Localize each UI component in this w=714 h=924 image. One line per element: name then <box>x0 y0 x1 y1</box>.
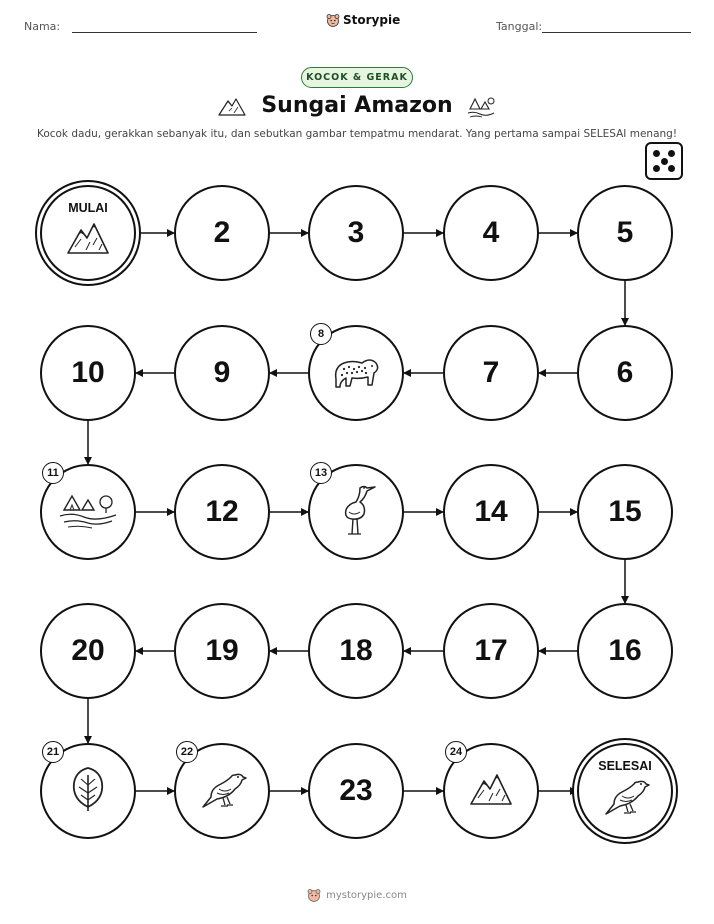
board-space <box>174 325 270 421</box>
jaguar-icon <box>330 351 382 395</box>
finish-label: SELESAI <box>598 759 652 773</box>
board-space <box>40 603 136 699</box>
space-number: 4 <box>482 216 500 249</box>
space-number: 7 <box>482 356 500 389</box>
start-space <box>40 185 136 281</box>
space-number: 18 <box>339 634 373 667</box>
mountain-icon <box>469 771 513 811</box>
space-number: 20 <box>71 634 105 667</box>
space-number-badge: 11 <box>42 462 64 484</box>
finish-space <box>577 743 673 839</box>
board-space <box>443 185 539 281</box>
footer <box>0 888 714 902</box>
village-icon <box>58 490 118 534</box>
board-space <box>308 325 404 421</box>
space-number: 10 <box>71 356 105 389</box>
board-space <box>577 464 673 560</box>
bird-icon <box>600 774 650 822</box>
name-label: Nama: <box>24 20 61 33</box>
board-space <box>443 325 539 421</box>
page-title: Sungai Amazon <box>261 93 453 118</box>
board-space <box>577 603 673 699</box>
space-number: 17 <box>474 634 508 667</box>
space-number: 16 <box>608 634 642 667</box>
board-space <box>308 185 404 281</box>
space-number: 5 <box>616 216 634 249</box>
space-number: 23 <box>339 774 373 807</box>
board-space <box>174 185 270 281</box>
board-space <box>174 603 270 699</box>
board-space <box>443 603 539 699</box>
mountain-icon <box>66 220 110 260</box>
start-label: MULAI <box>68 201 108 215</box>
footer-site[interactable]: mystorypie.com <box>326 889 407 901</box>
space-number: 9 <box>213 356 231 389</box>
bird-icon <box>197 767 247 815</box>
space-number: 14 <box>474 495 508 528</box>
space-number-badge: 22 <box>176 741 198 763</box>
space-number: 6 <box>616 356 634 389</box>
storypie-mascot-icon <box>307 888 321 902</box>
space-number: 3 <box>347 216 365 249</box>
board-space <box>308 464 404 560</box>
board-space <box>40 743 136 839</box>
board-space <box>308 743 404 839</box>
heron-icon <box>336 482 376 542</box>
activity-tag: KOCOK & GERAK <box>301 67 413 88</box>
brand-name: Storypie <box>343 13 401 27</box>
board-space <box>40 464 136 560</box>
date-label: Tanggal: <box>496 20 543 33</box>
space-number-badge: 13 <box>310 462 332 484</box>
board-space <box>443 464 539 560</box>
board-space <box>577 325 673 421</box>
board-space <box>443 743 539 839</box>
board-space <box>174 743 270 839</box>
leaf-icon <box>68 765 108 817</box>
space-number: 19 <box>205 634 239 667</box>
space-number-badge: 24 <box>445 741 467 763</box>
space-number-badge: 8 <box>310 323 332 345</box>
board-space <box>40 325 136 421</box>
instructions-text: Kocok dadu, gerakkan sebanyak itu, dan sebutkan gambar tempatmu mendarat. Yang pertama sampai SELESAI menang! <box>36 128 678 140</box>
space-number: 2 <box>213 216 231 249</box>
board-space <box>174 464 270 560</box>
space-number: 12 <box>205 495 239 528</box>
space-number-badge: 21 <box>42 741 64 763</box>
space-number: 15 <box>608 495 642 528</box>
board-space <box>308 603 404 699</box>
board-space <box>577 185 673 281</box>
